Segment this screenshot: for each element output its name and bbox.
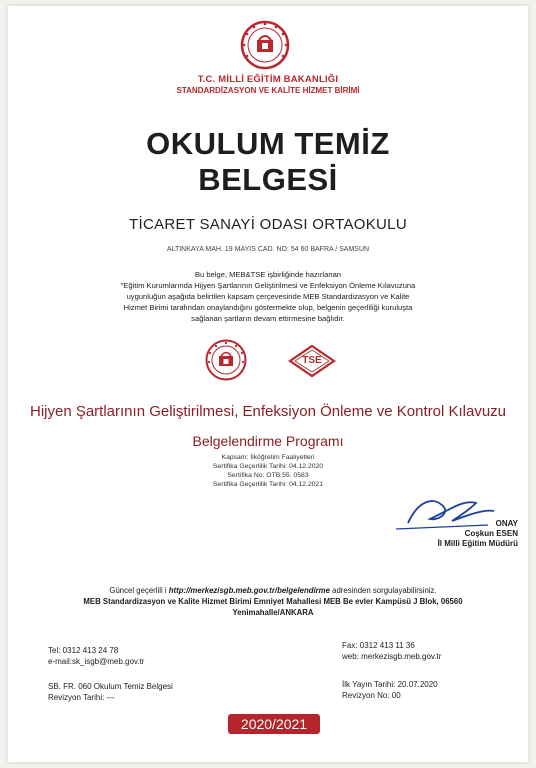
unit-name: STANDARDİZASYON VE KALİTE HİZMET BİRİMİ bbox=[176, 86, 360, 95]
form-info-right bbox=[342, 679, 438, 701]
description-line: uygunluğun aşağıda belirtilen kapsam çerçevesinde MEB Standardizasyon ve Kalite bbox=[126, 292, 410, 301]
year-badge: 2020/2021 bbox=[228, 714, 320, 734]
ministry-name: T.C. MİLLİ EĞİTİM BAKANLIĞI bbox=[197, 74, 339, 85]
description-line: sağlanan şartların devam ettirmesine bağlıdır. bbox=[191, 314, 345, 323]
contact-left bbox=[48, 645, 144, 667]
signer-block bbox=[398, 519, 518, 549]
meb-logo bbox=[205, 339, 247, 381]
certificate-valid-from: Sertifika Geçerlilik Tarihi: 04.12.2020 bbox=[212, 463, 324, 470]
validity-url[interactable]: http://merkezisgb.meb.gov.tr/belgelendirme bbox=[168, 586, 330, 595]
certificate-scope: Kapsam: İlköğretim Faaliyetleri bbox=[221, 454, 315, 461]
school-name: TİCARET SANAYİ ODASI ORTAOKULU bbox=[129, 216, 407, 233]
unit-address-city: Yenimahalle/ANKARA bbox=[232, 608, 314, 617]
validity-line bbox=[48, 585, 498, 596]
signer-name: Coşkun ESEN bbox=[464, 529, 518, 538]
title-line2: BELGESİ bbox=[198, 162, 338, 197]
validity-block bbox=[48, 585, 498, 618]
form-info-left bbox=[48, 681, 173, 703]
ministry-emblem bbox=[240, 20, 290, 70]
form-revision-date: Revizyon Tarihi: --- bbox=[48, 693, 115, 702]
first-issue-date: İlk Yayın Tarihi: 20.07.2020 bbox=[342, 680, 438, 689]
tse-logo-text: TSE bbox=[302, 355, 322, 366]
title-line1: OKULUM TEMİZ bbox=[146, 126, 390, 161]
web-address: web: merkezisgb.meb.gov.tr bbox=[342, 652, 442, 661]
certificate-page bbox=[8, 6, 528, 762]
school-address: ALTINKAYA MAH. 19 MAYIS CAD. NO: 54 60 BAFRA / SAMSUN bbox=[166, 246, 370, 253]
program-subtitle: Belgelendirme Programı bbox=[192, 433, 344, 449]
phone-number: Tel: 0312 413 24 78 bbox=[48, 646, 119, 655]
certificate-number: Sertifika No: OTB.55. 0583 bbox=[227, 472, 309, 479]
fax-number: Fax: 0312 413 11 36 bbox=[342, 641, 415, 650]
validity-suffix: adresinden sorgulayabilirsiniz. bbox=[332, 586, 437, 595]
contact-right bbox=[342, 640, 441, 662]
description-line: Bu belge, MEB&TSE işbirliğinde hazırlanan bbox=[194, 270, 342, 279]
validity-prefix: Güncel geçerlili i bbox=[109, 586, 167, 595]
unit-address-line: MEB Standardizasyon ve Kalite Hizmet Birimi Emniyet Mahallesi MEB Be evler Kampüsü J Blok, 06560 bbox=[83, 597, 463, 606]
signer-status: ONAY bbox=[495, 519, 518, 528]
certificate-details bbox=[8, 453, 528, 489]
description-line: "Eğitim Kurumlarında Hijyen Şartlarının Geliştirilmesi ve Enfeksiyon Önleme Kılavuzuna bbox=[120, 281, 416, 290]
certificate-title bbox=[8, 126, 528, 198]
certificate-valid-date: Sertifika Geçerlilik Tarihi: 04.12.2021 bbox=[212, 481, 324, 488]
description-paragraph bbox=[68, 269, 468, 324]
program-title: Hijyen Şartlarının Geliştirilmesi, Enfeksiyon Önleme ve Kontrol Kılavuzu bbox=[29, 403, 507, 420]
signer-title: İl Milli Eğitim Müdürü bbox=[437, 539, 518, 548]
tse-logo bbox=[288, 344, 336, 378]
email-address: e-mail:sk_isgb@meb.gov.tr bbox=[48, 657, 145, 666]
description-line: Hizmet Birimi tarafından onaylandığını göstermekte olup, belgenin geçerliliği kuruluşta bbox=[123, 303, 413, 312]
revision-number: Revizyon No: 00 bbox=[342, 691, 401, 700]
form-code: SB. FR. 060 Okulum Temiz Belgesi bbox=[48, 682, 173, 691]
